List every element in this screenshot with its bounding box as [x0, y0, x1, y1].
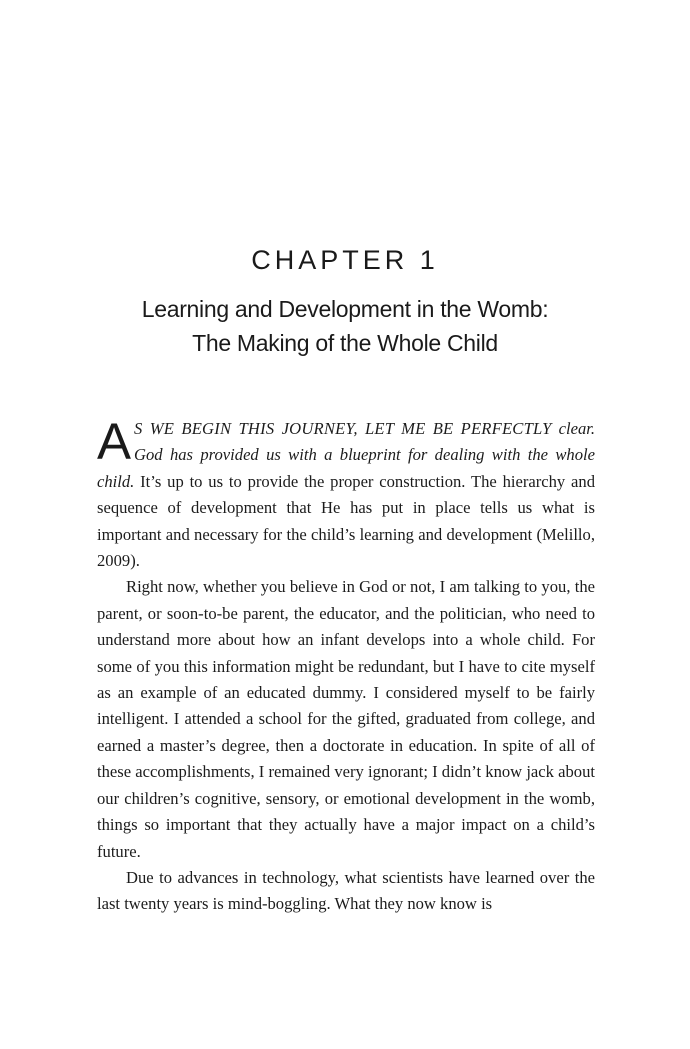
chapter-title: [0, 292, 690, 360]
lead-caps: S WE BEGIN THIS JOURNEY, LET ME BE PERFECTLY: [134, 419, 552, 438]
chapter-label: CHAPTER 1: [251, 245, 439, 275]
chapter-title-line-1: Learning and Development in the Womb:: [141, 296, 549, 322]
paragraph-3: Due to advances in technology, what scientists have learned over the last twenty years is mind-boggling. What they now know is: [97, 867, 595, 914]
italic-lead-text: clear. God has provided us with a blueprint for dealing with the whole child.: [97, 419, 596, 491]
paragraph-1-text: It’s up to us to provide the proper construction. The hierarchy and sequence of development that He has put in place tells us what is important and necessary for the child’s learning and development (Melillo, 2009).: [97, 471, 595, 571]
chapter-title-line-2: The Making of the Whole Child: [192, 330, 498, 356]
paragraph-1: [97, 413, 596, 574]
drop-cap: A: [97, 413, 132, 470]
body-text: [97, 413, 596, 918]
paragraph-2: Right now, whether you believe in God or not, I am talking to you, the parent, or soon-to-be parent, the educator, and the politician, who need to understand more about how an infant develops into a whole child. For some of you this information might be redundant, but I have to cite myself as an example of an educated dummy. I considered myself to be fairly intelligent. I attended a school for the gifted, graduated from college, and earned a master’s degree, then a doctorate in education. In spite of all of these accomplishments, I remained very ignorant; I didn’t know jack about our children’s cognitive, sensory, or emotional development in the womb, things so important that they actually have a major impact on a child’s future.: [97, 577, 595, 861]
